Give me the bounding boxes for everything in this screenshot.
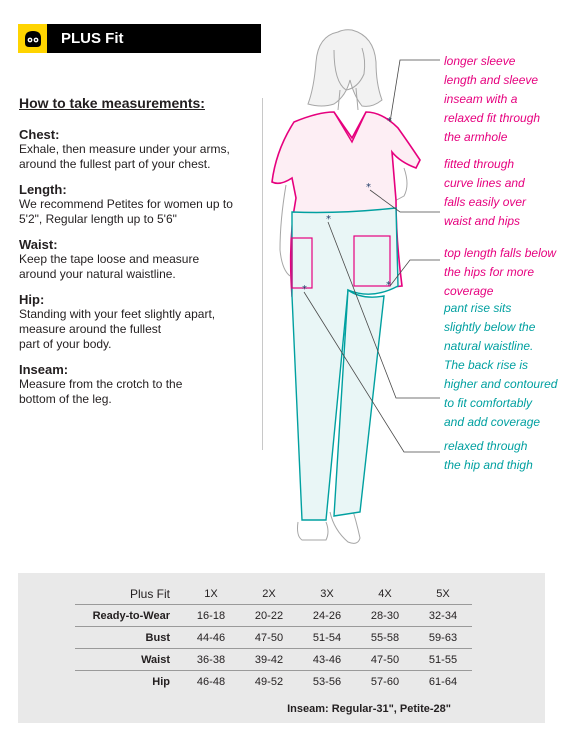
size-header: 4X: [378, 587, 392, 600]
annotation-pant-rise: pant rise sits slightly below the natural waistline. The back rise is higher and contoured to fit comfortably and add coverage: [444, 301, 558, 429]
table-row: [75, 605, 472, 627]
page-title: PLUS Fit: [61, 30, 124, 47]
row-label: Ready-to-Wear: [92, 609, 170, 622]
size-header: 1X: [204, 587, 218, 600]
svg-text:*: *: [366, 182, 371, 193]
size-header: 2X: [262, 587, 276, 600]
table-cell: 47-50: [254, 631, 284, 644]
table-cell: 51-54: [312, 631, 342, 644]
instruction-label: Waist:: [19, 237, 58, 252]
table-cell: 44-46: [196, 631, 226, 644]
inseam-note: Inseam: Regular-31", Petite-28": [287, 703, 451, 715]
table-cell: 55-58: [370, 631, 400, 644]
table-cell: 20-22: [254, 609, 284, 622]
table-cell: 36-38: [196, 653, 226, 666]
table-cell: 46-48: [196, 675, 226, 688]
table-cell: 53-56: [312, 675, 342, 688]
table-cell: 16-18: [196, 609, 226, 622]
instruction-text: Standing with your feet slightly apart, measure around the fullest part of your body.: [19, 307, 216, 351]
annotation-sleeve: longer sleeve length and sleeve inseam with a relaxed fit through the armhole: [444, 54, 541, 144]
table-cell: 28-30: [370, 609, 400, 622]
instruction-label: Inseam:: [19, 362, 69, 377]
size-header: 3X: [320, 587, 334, 600]
svg-text:*: *: [302, 284, 307, 295]
instruction-text: Keep the tape loose and measure around your natural waistline.: [19, 252, 200, 281]
instruction-label: Chest:: [19, 127, 60, 142]
table-cell: 43-46: [312, 653, 342, 666]
table-header-row: [75, 583, 472, 605]
table-cell: 57-60: [370, 675, 400, 688]
table-cell: 39-42: [254, 653, 284, 666]
instruction-label: Length:: [19, 182, 67, 197]
svg-text:*: *: [326, 214, 331, 225]
table-cell: 32-34: [428, 609, 458, 622]
instruction-text: We recommend Petites for women up to 5'2", Regular length up to 5'6": [19, 197, 233, 226]
table-cell: 59-63: [428, 631, 458, 644]
svg-text:*: *: [386, 280, 391, 291]
table-cell: 61-64: [428, 675, 458, 688]
row-label: Hip: [152, 675, 170, 688]
table-row: [75, 649, 472, 671]
table-corner-label: Plus Fit: [129, 586, 170, 601]
size-chart-panel: [18, 573, 545, 723]
table-cell: 47-50: [370, 653, 400, 666]
svg-text:*: *: [387, 116, 392, 127]
annotation-curve-fit: fitted through curve lines and falls easily over waist and hips: [444, 157, 527, 228]
instruction-text: Measure from the crotch to the bottom of the leg.: [19, 377, 183, 406]
row-label: Waist: [141, 653, 170, 666]
size-chart-table: [75, 583, 472, 692]
annotation-hip-thigh: relaxed through the hip and thigh: [444, 439, 533, 472]
instruction-label: Hip:: [19, 292, 45, 307]
instruction-text: Exhale, then measure under your arms, around the fullest part of your chest.: [19, 142, 230, 171]
table-row: [75, 671, 472, 693]
table-cell: 49-52: [254, 675, 284, 688]
table-row: [75, 627, 472, 649]
table-cell: 51-55: [428, 653, 458, 666]
row-label: Bust: [145, 631, 170, 644]
table-cell: 24-26: [312, 609, 342, 622]
annotation-top-length: top length falls below the hips for more coverage: [444, 246, 557, 298]
instructions-heading: How to take measurements:: [19, 95, 205, 111]
size-header: 5X: [436, 587, 450, 600]
